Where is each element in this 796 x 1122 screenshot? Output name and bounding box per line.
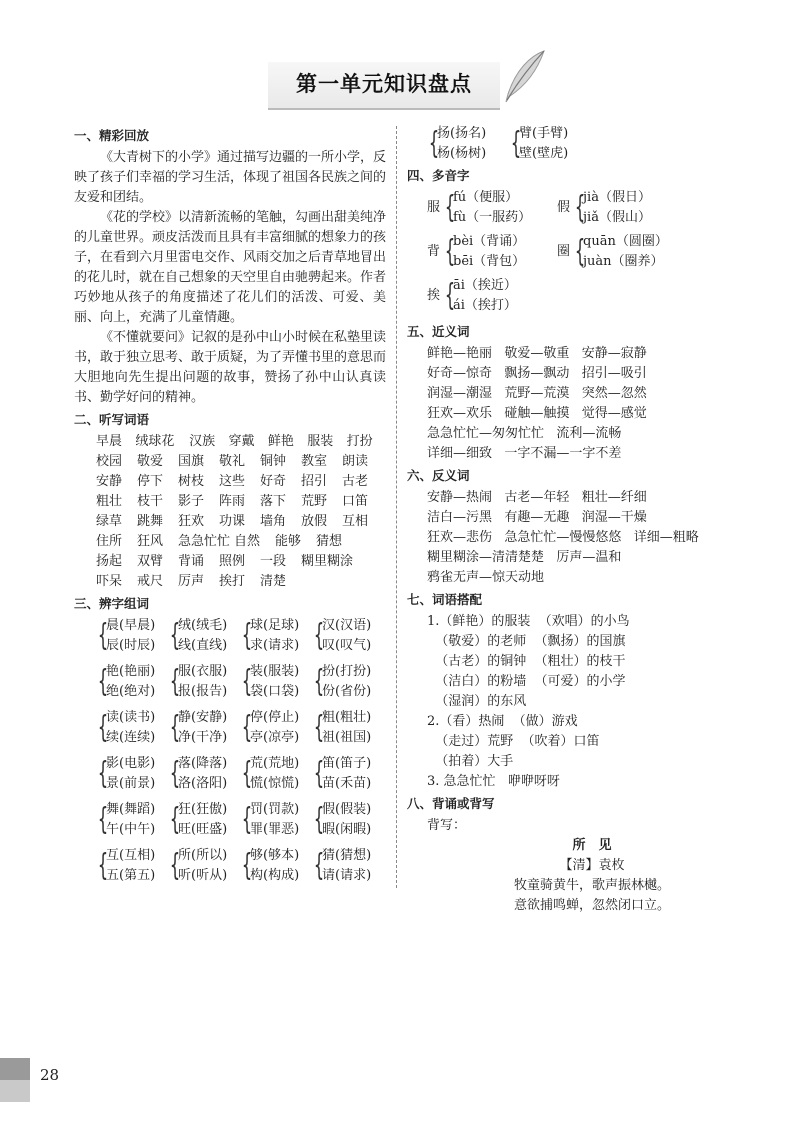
section-heading: 一、精彩回放 bbox=[74, 128, 150, 143]
pair-word: 辰(时辰) bbox=[106, 638, 156, 653]
poem-line: 牧童骑黄牛，歌声振林樾。 bbox=[513, 878, 670, 893]
pair-word: 晨(早晨) bbox=[106, 618, 156, 633]
dictation-word: 吓呆 bbox=[96, 574, 123, 589]
polyphone-char: 背 bbox=[427, 244, 441, 259]
polyphone-item bbox=[427, 188, 557, 228]
page-title: 第一单元知识盘点 bbox=[296, 72, 472, 96]
pair-word: 续(连续) bbox=[106, 730, 156, 745]
pair-lines bbox=[322, 662, 371, 702]
list-row: （敬爱）的老师 （飘扬）的国旗 bbox=[427, 634, 626, 649]
pair-word: 球(足球) bbox=[250, 618, 300, 633]
dictation-word: 早晨 bbox=[96, 434, 123, 449]
pair-lines bbox=[250, 846, 299, 886]
pair-word: juàn（圈养） bbox=[583, 254, 664, 269]
word-row bbox=[74, 532, 386, 552]
char-pair bbox=[427, 124, 503, 164]
polyphone-char: 圈 bbox=[557, 244, 571, 259]
brace-icon: { bbox=[510, 126, 522, 161]
dictation-word: 清楚 bbox=[260, 574, 287, 589]
list-row: （古老）的铜钟 （粗壮）的枝干 bbox=[427, 654, 626, 669]
pair-word: ái（挨打） bbox=[453, 298, 517, 313]
pair-lines bbox=[250, 754, 299, 794]
pair-word: 午(中午) bbox=[106, 822, 156, 837]
brace-icon: { bbox=[241, 710, 253, 745]
pair-lines bbox=[519, 124, 568, 164]
pair-lines bbox=[322, 846, 371, 886]
page-corner-tab-dark bbox=[0, 1058, 30, 1080]
list-row: 好奇—惊奇 飘扬—飘动 招引—吸引 bbox=[427, 366, 647, 381]
pair-word: 份(省份) bbox=[322, 684, 372, 699]
dictation-word: 绿草 bbox=[96, 514, 123, 529]
pair-word: 够(够本) bbox=[250, 848, 300, 863]
poem-line: 意欲捕鸣蝉，忽然闭口立。 bbox=[513, 898, 670, 913]
recite-label: 背写： bbox=[427, 818, 467, 833]
pair-word: 臂(手臂) bbox=[519, 126, 569, 141]
pair-lines bbox=[106, 846, 155, 886]
dictation-word: 国旗 bbox=[178, 454, 205, 469]
dictation-word: 好奇 bbox=[260, 474, 287, 489]
dictation-word: 停下 bbox=[137, 474, 164, 489]
paragraph: 《花的学校》以清新流畅的笔触，勾画出甜美纯净的儿童世界。顽皮活泼而且具有丰富细腻的想象力的孩子，在看到六月里雷电交作、风雨交加之后青草地冒出的花儿时，就在自己想象的天空里自由驰骋起来。作者巧妙地从孩子的角度描述了花儿们的活泼、可爱、美丽、向上，充满了儿童情趣。 bbox=[74, 210, 387, 325]
dictation-word: 朗读 bbox=[342, 454, 369, 469]
pair-word: 洛(洛阳) bbox=[178, 776, 228, 791]
dictation-word: 落下 bbox=[260, 494, 287, 509]
brace-icon: { bbox=[313, 802, 325, 837]
char-pair bbox=[96, 846, 168, 886]
dictation-word: 能够 bbox=[275, 534, 302, 549]
pair-lines bbox=[322, 616, 371, 656]
polyphone-char: 假 bbox=[557, 200, 571, 215]
page-corner-tab-light bbox=[0, 1080, 30, 1102]
list-row: 鲜艳—艳丽 敬爱—敬重 安静—寂静 bbox=[427, 346, 647, 361]
dictation-word: 厉声 bbox=[178, 574, 205, 589]
brace-icon: { bbox=[97, 756, 109, 791]
section-heading: 八、背诵或背写 bbox=[407, 796, 495, 811]
pair-word: 壁(壁虎) bbox=[519, 146, 569, 161]
left-column bbox=[74, 124, 386, 886]
pair-word: 互(互相) bbox=[106, 848, 156, 863]
word-row bbox=[74, 572, 386, 592]
pair-word: 构(构成) bbox=[250, 868, 300, 883]
polyphone-item bbox=[557, 232, 687, 272]
antonym-list bbox=[407, 488, 737, 588]
dictation-word: 住所 bbox=[96, 534, 123, 549]
pair-word: 猜(猜想) bbox=[322, 848, 372, 863]
brace-icon: { bbox=[241, 618, 253, 653]
char-pair bbox=[312, 662, 384, 702]
char-pair bbox=[168, 754, 240, 794]
char-pair bbox=[168, 708, 240, 748]
list-row: （走过）荒野 （吹着）口笛 bbox=[427, 734, 600, 749]
list-row: （洁白）的粉墙 （可爱）的小学 bbox=[427, 674, 626, 689]
pair-word: fú（便服） bbox=[453, 190, 519, 205]
char-pair bbox=[96, 800, 168, 840]
pair-word: 装(服装) bbox=[250, 664, 300, 679]
brace-icon: { bbox=[313, 756, 325, 791]
feather-icon bbox=[500, 48, 550, 106]
pair-word: bèi（背诵） bbox=[453, 234, 526, 249]
brace-icon: { bbox=[97, 848, 109, 883]
dictation-word: 粗壮 bbox=[96, 494, 123, 509]
page-header bbox=[268, 54, 500, 110]
word-row bbox=[74, 552, 386, 572]
pair-word: 舞(舞蹈) bbox=[106, 802, 156, 817]
pair-word: 所(所以) bbox=[178, 848, 228, 863]
poem-author: 【清】袁枚 bbox=[559, 858, 625, 873]
polyphone-char: 服 bbox=[427, 200, 441, 215]
pair-word: 袋(口袋) bbox=[250, 684, 300, 699]
pair-lines bbox=[106, 800, 155, 840]
char-pair bbox=[443, 276, 517, 316]
section-heading: 七、词语搭配 bbox=[407, 592, 483, 607]
dictation-word: 照例 bbox=[219, 554, 246, 569]
pair-word: 听(听从) bbox=[178, 868, 228, 883]
char-pair bbox=[240, 616, 312, 656]
pair-word: 罚(罚款) bbox=[250, 802, 300, 817]
brace-icon: { bbox=[169, 756, 181, 791]
dictation-word: 敬礼 bbox=[219, 454, 246, 469]
dictation-word: 狂风 bbox=[137, 534, 164, 549]
brace-icon: { bbox=[313, 848, 325, 883]
pair-word: 请(请求) bbox=[322, 868, 372, 883]
pair-word: bēi（背包） bbox=[453, 254, 526, 269]
polyphone-item bbox=[427, 276, 557, 316]
list-row: （湿润）的东风 bbox=[427, 694, 527, 709]
pair-lines bbox=[322, 708, 371, 748]
section-heading: 五、近义词 bbox=[407, 324, 470, 339]
brace-icon: { bbox=[313, 618, 325, 653]
char-pair bbox=[312, 754, 384, 794]
polyphone-list bbox=[407, 188, 737, 316]
pair-word: fù（一服药） bbox=[453, 210, 532, 225]
brace-icon: { bbox=[241, 756, 253, 791]
pair-word: quān（圆圈） bbox=[583, 234, 668, 249]
dictation-word: 跳舞 bbox=[137, 514, 164, 529]
dictation-word: 汉族 bbox=[189, 434, 216, 449]
dictation-word: 口笛 bbox=[342, 494, 369, 509]
dictation-word: 荒野 bbox=[301, 494, 328, 509]
char-pair bbox=[312, 616, 384, 656]
dictation-word: 敬爱 bbox=[137, 454, 164, 469]
pair-lines bbox=[250, 616, 299, 656]
dictation-word: 戒尺 bbox=[137, 574, 164, 589]
pair-lines bbox=[322, 800, 371, 840]
dictation-word: 放假 bbox=[301, 514, 328, 529]
list-row: 狂欢—欢乐 碰触—触摸 觉得—感觉 bbox=[427, 406, 647, 421]
char-pair-continuation bbox=[407, 124, 737, 164]
pair-word: 狂(狂傲) bbox=[178, 802, 228, 817]
list-row: 鸦雀无声—惊天动地 bbox=[427, 570, 545, 585]
pair-word: 服(衣服) bbox=[178, 664, 228, 679]
dictation-word: 树枝 bbox=[178, 474, 205, 489]
pair-word: 荒(荒地) bbox=[250, 756, 300, 771]
char-pair bbox=[240, 708, 312, 748]
pair-word: jià（假日） bbox=[583, 190, 651, 205]
pair-lines bbox=[178, 708, 227, 748]
polyphone-char: 挨 bbox=[427, 288, 441, 303]
brace-icon: { bbox=[241, 664, 253, 699]
char-pair bbox=[168, 616, 240, 656]
word-row bbox=[74, 492, 386, 512]
list-row: 润湿—潮湿 荒野—荒漠 突然—忽然 bbox=[427, 386, 647, 401]
pair-word: jiǎ（假山） bbox=[583, 210, 651, 225]
pair-word: 报(报告) bbox=[178, 684, 228, 699]
pair-word: 绒(绒毛) bbox=[178, 618, 228, 633]
brace-icon: { bbox=[169, 710, 181, 745]
char-pair bbox=[573, 232, 668, 272]
right-column bbox=[407, 124, 737, 916]
char-pair bbox=[96, 616, 168, 656]
pair-word: 假(假装) bbox=[322, 802, 372, 817]
section-heading: 六、反义词 bbox=[407, 468, 470, 483]
brace-icon: { bbox=[169, 848, 181, 883]
char-pair bbox=[168, 662, 240, 702]
brace-icon: { bbox=[97, 664, 109, 699]
dictation-word: 扬起 bbox=[96, 554, 123, 569]
char-pair bbox=[443, 188, 531, 228]
char-pair bbox=[96, 662, 168, 702]
brace-icon: { bbox=[444, 278, 456, 313]
pair-word: 祖(祖国) bbox=[322, 730, 372, 745]
brace-icon: { bbox=[169, 664, 181, 699]
pair-word: 读(读书) bbox=[106, 710, 156, 725]
pair-word: 扬(扬名) bbox=[437, 126, 487, 141]
pair-word: 净(干净) bbox=[178, 730, 228, 745]
paragraph: 《不懂就要问》记叙的是孙中山小时候在私塾里读书，敢于独立思考、敢于质疑，为了弄懂书里的意思而大胆地向先生提出问题的故事，赞扬了孙中山认真读书、勤学好问的精神。 bbox=[74, 330, 387, 405]
paragraph: 《大青树下的小学》通过描写边疆的一所小学，反映了孩子们幸福的学习生活，体现了祖国各民族之间的友爱和团结。 bbox=[74, 150, 387, 205]
pair-lines bbox=[106, 708, 155, 748]
synonym-list bbox=[407, 344, 737, 464]
pair-word: 五(第五) bbox=[106, 868, 156, 883]
list-row: 2.（看）热闹 （做）游戏 bbox=[427, 714, 578, 729]
pair-lines bbox=[178, 846, 227, 886]
pair-lines bbox=[178, 662, 227, 702]
pair-word: 静(安静) bbox=[178, 710, 228, 725]
brace-icon: { bbox=[444, 190, 456, 225]
pair-lines bbox=[453, 276, 517, 316]
pair-word: 粗(粗壮) bbox=[322, 710, 372, 725]
dictation-word: 墙角 bbox=[260, 514, 287, 529]
char-pair bbox=[240, 800, 312, 840]
pair-word: 求(请求) bbox=[250, 638, 300, 653]
brace-icon: { bbox=[313, 664, 325, 699]
list-row: 糊里糊涂—清清楚楚 厉声—温和 bbox=[427, 550, 622, 565]
dictation-word-list bbox=[74, 432, 386, 592]
brace-icon: { bbox=[428, 126, 440, 161]
polyphone-item bbox=[427, 232, 557, 272]
pair-lines bbox=[178, 800, 227, 840]
dictation-word: 狂欢 bbox=[178, 514, 205, 529]
brace-icon: { bbox=[97, 802, 109, 837]
char-pair bbox=[312, 708, 384, 748]
pair-word: 艳(艳丽) bbox=[106, 664, 156, 679]
dictation-word: 穿戴 bbox=[228, 434, 255, 449]
char-pair bbox=[96, 754, 168, 794]
pair-word: 停(停止) bbox=[250, 710, 300, 725]
pair-word: 苗(禾苗) bbox=[322, 776, 372, 791]
word-row bbox=[74, 472, 386, 492]
pair-word: 绝(绝对) bbox=[106, 684, 156, 699]
dictation-word: 招引 bbox=[301, 474, 328, 489]
brace-icon: { bbox=[97, 710, 109, 745]
section-heading: 三、辨字组词 bbox=[74, 596, 150, 611]
dictation-word: 服装 bbox=[307, 434, 334, 449]
char-pair bbox=[240, 662, 312, 702]
dictation-word: 急急忙忙 bbox=[178, 534, 231, 549]
pair-word: 慌(惊慌) bbox=[250, 776, 300, 791]
polyphone-item bbox=[557, 188, 687, 228]
pair-word: 落(降落) bbox=[178, 756, 228, 771]
char-pair bbox=[312, 800, 384, 840]
word-row bbox=[74, 432, 386, 452]
section-heading: 二、听写词语 bbox=[74, 412, 150, 427]
dictation-word: 绒球花 bbox=[135, 434, 175, 449]
dictation-word: 双臂 bbox=[137, 554, 164, 569]
section-heading: 四、多音字 bbox=[407, 168, 470, 183]
pair-word: 影(电影) bbox=[106, 756, 156, 771]
dictation-word: 枝干 bbox=[137, 494, 164, 509]
brace-icon: { bbox=[241, 802, 253, 837]
pair-word: 叹(叹气) bbox=[322, 638, 372, 653]
pair-lines bbox=[453, 232, 525, 272]
pair-word: 线(直线) bbox=[178, 638, 228, 653]
char-pair bbox=[240, 846, 312, 886]
list-row: 急急忙忙—匆匆忙忙 流利—流畅 bbox=[427, 426, 622, 441]
list-row: 1.（鲜艳）的服装 （欢唱）的小鸟 bbox=[427, 614, 630, 629]
pair-word: 旺(旺盛) bbox=[178, 822, 228, 837]
pair-lines bbox=[250, 708, 299, 748]
brace-icon: { bbox=[574, 190, 586, 225]
pair-lines bbox=[250, 662, 299, 702]
pair-word: 扮(打扮) bbox=[322, 664, 372, 679]
dictation-word: 阵雨 bbox=[219, 494, 246, 509]
pair-word: 暇(闲暇) bbox=[322, 822, 372, 837]
char-pair bbox=[96, 708, 168, 748]
dictation-word: 挨打 bbox=[219, 574, 246, 589]
dictation-word: 打扮 bbox=[346, 434, 373, 449]
pair-lines bbox=[106, 662, 155, 702]
dictation-word: 校园 bbox=[96, 454, 123, 469]
char-pair bbox=[443, 232, 525, 272]
pair-lines bbox=[178, 754, 227, 794]
pair-lines bbox=[583, 188, 651, 228]
dictation-word: 影子 bbox=[178, 494, 205, 509]
pair-lines bbox=[106, 754, 155, 794]
brace-icon: { bbox=[97, 618, 109, 653]
pair-lines bbox=[322, 754, 371, 794]
poem-title: 所 见 bbox=[572, 838, 612, 853]
char-pair bbox=[168, 846, 240, 886]
pair-word: 笛(笛子) bbox=[322, 756, 372, 771]
char-pair bbox=[509, 124, 585, 164]
brace-icon: { bbox=[444, 234, 456, 269]
dictation-word: 这些 bbox=[219, 474, 246, 489]
pair-lines bbox=[106, 616, 155, 656]
list-row: 详细—细致 一字不漏—一字不差 bbox=[427, 446, 622, 461]
word-row bbox=[74, 452, 386, 472]
dictation-word: 背诵 bbox=[178, 554, 205, 569]
dictation-word: 功课 bbox=[219, 514, 246, 529]
pair-word: 亭(凉亭) bbox=[250, 730, 300, 745]
list-row: 3. 急急忙忙 咿咿呀呀 bbox=[427, 774, 560, 789]
dictation-word: 自然 bbox=[234, 534, 261, 549]
pair-word: 杨(杨树) bbox=[437, 146, 487, 161]
pair-word: āi（挨近） bbox=[453, 278, 517, 293]
brace-icon: { bbox=[574, 234, 586, 269]
dictation-word: 鲜艳 bbox=[267, 434, 294, 449]
poem-block bbox=[407, 836, 737, 916]
brace-icon: { bbox=[313, 710, 325, 745]
char-pair-grid bbox=[74, 616, 386, 886]
brace-icon: { bbox=[241, 848, 253, 883]
char-pair bbox=[573, 188, 651, 228]
char-pair bbox=[240, 754, 312, 794]
dictation-word: 教室 bbox=[301, 454, 328, 469]
char-pair bbox=[168, 800, 240, 840]
column-divider bbox=[396, 126, 397, 888]
dictation-word: 猜想 bbox=[316, 534, 343, 549]
list-row: 安静—热闹 古老—年轻 粗壮—纤细 bbox=[427, 490, 647, 505]
pair-word: 汉(汉语) bbox=[322, 618, 372, 633]
pair-lines bbox=[178, 616, 227, 656]
page-number: 28 bbox=[40, 1066, 60, 1084]
dictation-word: 一段 bbox=[260, 554, 287, 569]
word-matching-list bbox=[407, 612, 737, 792]
char-pair bbox=[312, 846, 384, 886]
dictation-word: 古老 bbox=[342, 474, 369, 489]
pair-word: 罪(罪恶) bbox=[250, 822, 300, 837]
dictation-word: 铜钟 bbox=[260, 454, 287, 469]
brace-icon: { bbox=[169, 802, 181, 837]
dictation-word: 互相 bbox=[342, 514, 369, 529]
pair-lines bbox=[437, 124, 486, 164]
pair-word: 景(前景) bbox=[106, 776, 156, 791]
dictation-word: 糊里糊涂 bbox=[301, 554, 354, 569]
list-row: （拍着）大手 bbox=[427, 754, 514, 769]
pair-lines bbox=[583, 232, 668, 272]
brace-icon: { bbox=[169, 618, 181, 653]
pair-lines bbox=[250, 800, 299, 840]
list-row: 洁白—污黑 有趣—无趣 润湿—干燥 bbox=[427, 510, 647, 525]
pair-lines bbox=[453, 188, 531, 228]
word-row bbox=[74, 512, 386, 532]
dictation-word: 安静 bbox=[96, 474, 123, 489]
list-row: 狂欢—悲伤 急急忙忙—慢慢悠悠 详细—粗略 bbox=[427, 530, 699, 545]
